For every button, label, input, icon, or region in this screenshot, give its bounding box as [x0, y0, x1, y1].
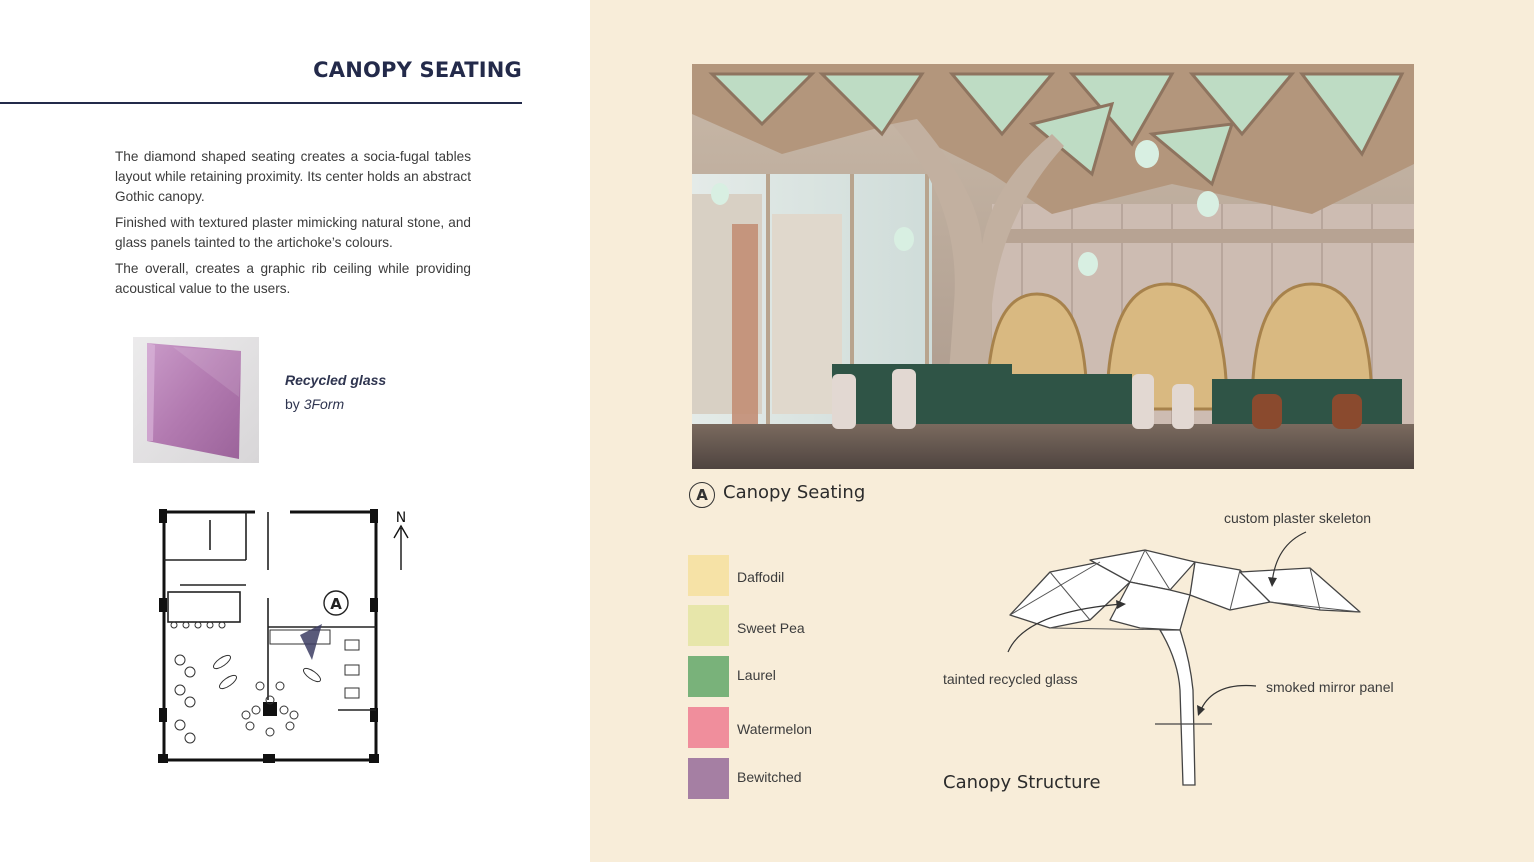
render-caption: Canopy Seating — [723, 482, 866, 503]
palette-label-watermelon: Watermelon — [737, 721, 812, 737]
floor-plan-marker: A — [330, 595, 342, 613]
annotation-plaster-skeleton: custom plaster skeleton — [1224, 510, 1372, 526]
canopy-structure-title: Canopy Structure — [943, 772, 1101, 793]
palette-label-bewitched: Bewitched — [737, 769, 802, 785]
palette-label-laurel: Laurel — [737, 667, 776, 683]
palette-label-sweet-pea: Sweet Pea — [737, 620, 805, 636]
material-name: Recycled glass — [285, 372, 387, 388]
description-paragraph-3: The overall, creates a graphic rib ceiling while providing acoustical value to the users. — [115, 261, 471, 296]
page-title: CANOPY SEATING — [313, 58, 522, 82]
material-brand-name: 3Form — [303, 396, 345, 412]
description-paragraph-1: The diamond shaped seating creates a socia-fugal tables layout while retaining proximity. Its center holds an abstract Gothic canopy. — [115, 149, 471, 204]
palette-label-daffodil: Daffodil — [737, 569, 785, 585]
material-by-prefix: by — [285, 396, 304, 412]
annotation-recycled-glass: tainted recycled glass — [943, 671, 1078, 687]
description-paragraph-2: Finished with textured plaster mimicking natural stone, and glass panels tainted to the artichoke’s colours. — [115, 215, 471, 250]
annotation-mirror-panel: smoked mirror panel — [1266, 679, 1394, 695]
render-caption-badge: A — [689, 482, 715, 508]
north-label: N — [395, 510, 407, 526]
